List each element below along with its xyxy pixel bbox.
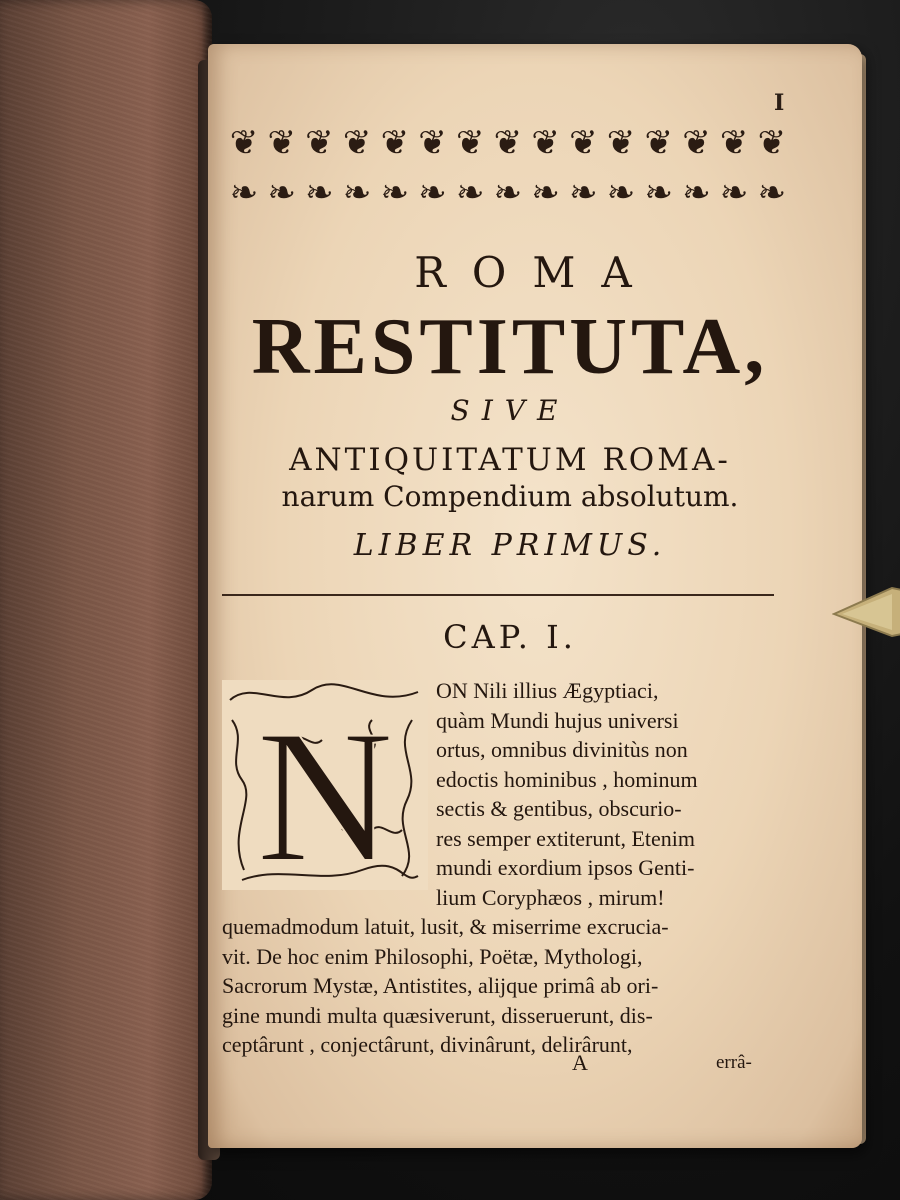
fleuron-ornament-band (228, 118, 788, 218)
body-line: ON Nili illius Ægyptiaci, (436, 678, 659, 703)
body-line: mundi exordium ipsos Genti- (436, 855, 695, 880)
body-line: ceptârunt , conjectârunt, divinârunt, delirârunt, (222, 1032, 633, 1057)
fleuron-icon: ❦ (267, 123, 296, 163)
fleuron-icon: ❧ (229, 173, 259, 213)
title-restituta: RESTITUTA, (251, 303, 769, 391)
page-number: I (774, 90, 785, 116)
fleuron-icon: ❦ (493, 123, 523, 163)
fleuron-icon: ❧ (493, 173, 523, 213)
body-line: lium Coryphæos , mirum! (436, 884, 665, 910)
fleuron-icon: ❦ (342, 123, 372, 163)
fleuron-icon: ❦ (305, 123, 334, 163)
book-cover-board (0, 0, 212, 1200)
body-line: Sacrorum Mystæ, Antistites, alijque primâ ab ori- (222, 973, 659, 998)
fleuron-icon: ❦ (418, 123, 447, 163)
fleuron-icon: ❧ (682, 173, 711, 213)
body-line: res semper extiterunt, Etenim (436, 825, 696, 851)
fleuron-icon: ❧ (531, 173, 560, 213)
fleuron-icon: ❧ (305, 173, 334, 213)
body-line: quemadmodum latuit, lusit, & miserrime excrucia- (222, 914, 669, 939)
body-line: sectis & gentibus, obscurio- (436, 796, 682, 821)
body-line: gine mundi multa quæsiverunt, disseruerunt, dis- (222, 1002, 653, 1028)
title-roma: ROMA (414, 248, 658, 297)
body-line: ortus, omnibus divinitùs non (436, 737, 688, 762)
fleuron-icon: ❦ (644, 123, 673, 163)
chapter-heading: CAP. I. (443, 618, 577, 656)
title-sive: SIVE (450, 394, 570, 427)
fleuron-icon: ❧ (606, 173, 636, 213)
fleuron-icon: ❧ (267, 173, 296, 213)
ornament-row-top (228, 118, 788, 168)
title-antiquitatum: ANTIQUITATUM ROMA- (289, 442, 731, 478)
fleuron-icon: ❦ (569, 123, 598, 163)
metal-pointer (832, 584, 900, 640)
title-compendium: narum Compendium absolutum. (281, 480, 739, 513)
initial-letter: N (256, 692, 394, 890)
fleuron-icon: ❦ (531, 123, 560, 163)
fleuron-icon: ❧ (455, 173, 485, 213)
fleuron-icon: ❦ (229, 123, 259, 163)
signature-mark: A (572, 1050, 588, 1075)
fleuron-icon: ❧ (380, 173, 410, 213)
fleuron-icon: ❧ (719, 173, 749, 213)
catchword: errâ- (716, 1052, 752, 1073)
decorated-initial-n (222, 680, 428, 890)
horizontal-rule (222, 594, 774, 596)
fleuron-icon: ❦ (455, 123, 485, 163)
body-line: vit. De hoc enim Philosophi, Poëtæ, Mythologi, (222, 943, 643, 969)
fleuron-icon: ❧ (757, 173, 787, 213)
fleuron-icon: ❧ (342, 173, 372, 213)
fleuron-icon: ❧ (418, 173, 447, 213)
fleuron-icon: ❦ (719, 123, 749, 163)
title-liber-primus: LIBER PRIMUS. (353, 528, 667, 563)
fleuron-icon: ❦ (380, 123, 410, 163)
body-line: edoctis hominibus , hominum (436, 766, 698, 792)
body-line: quàm Mundi hujus universi (436, 707, 679, 733)
fleuron-icon: ❧ (569, 173, 598, 213)
fleuron-icon: ❧ (644, 173, 673, 213)
ornament-row-bottom (228, 168, 788, 218)
fleuron-icon: ❦ (757, 123, 787, 163)
fleuron-icon: ❦ (606, 123, 636, 163)
fleuron-icon: ❦ (682, 123, 711, 163)
